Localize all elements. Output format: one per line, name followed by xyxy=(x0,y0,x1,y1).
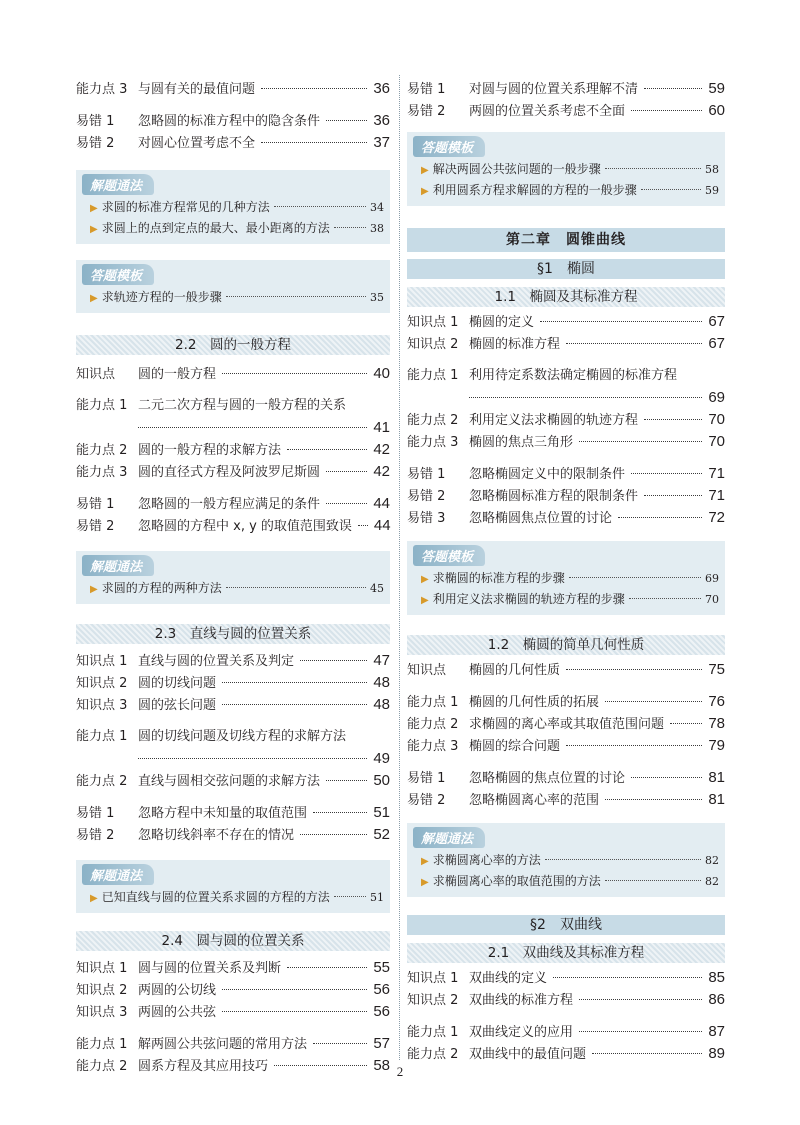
toc-page: 41 xyxy=(373,419,390,436)
toc-label: 能力点 1 xyxy=(407,1025,459,1040)
toc-row[interactable] xyxy=(76,824,390,846)
box-item[interactable] xyxy=(82,197,384,218)
section-header[interactable]: 2.3 直线与圆的位置关系 xyxy=(76,624,390,644)
box-item[interactable] xyxy=(82,218,384,239)
leader-dots xyxy=(138,427,367,428)
toc-page: 81 xyxy=(708,769,725,786)
toc-label: 能力点 3 xyxy=(76,465,128,480)
toc-title: 利用定义法求椭圆的轨迹方程 xyxy=(469,413,639,428)
toc-label: 知识点 2 xyxy=(76,676,128,691)
toc-page: 49 xyxy=(373,750,390,767)
leader-dots xyxy=(605,799,702,800)
toc-label: 知识点 3 xyxy=(76,1005,128,1020)
toc-page: 50 xyxy=(373,772,390,789)
leader-dots xyxy=(631,110,702,111)
box-item-text: 求圆的方程的两种方法 xyxy=(101,581,222,595)
toc-row[interactable] xyxy=(76,957,390,979)
toc-label: 易错 1 xyxy=(76,806,115,821)
toc-title: 椭圆的标准方程 xyxy=(469,337,561,352)
leader-dots xyxy=(261,142,367,143)
toc-row[interactable] xyxy=(76,395,390,439)
box-item-page: 82 xyxy=(705,854,719,867)
toc-label: 能力点 2 xyxy=(76,1059,128,1074)
box-title: 解题通法 xyxy=(82,864,154,885)
triangle-bullet-icon: ▶ xyxy=(90,893,98,904)
toc-row[interactable] xyxy=(76,132,390,154)
toc-page: 70 xyxy=(708,433,725,450)
toc-label: 知识点 2 xyxy=(407,993,459,1008)
leader-dots xyxy=(313,1043,367,1044)
method-box xyxy=(76,170,390,244)
leader-dots xyxy=(579,1031,702,1032)
leader-dots xyxy=(566,343,702,344)
box-item-page: 82 xyxy=(705,875,719,888)
toc-row[interactable] xyxy=(76,1001,390,1023)
toc-title: 椭圆的几何性质的拓展 xyxy=(469,695,600,710)
toc-title: 椭圆的焦点三角形 xyxy=(469,435,574,450)
toc-row[interactable] xyxy=(76,694,390,716)
box-item-text: 已知直线与圆的位置关系求圆的方程的方法 xyxy=(101,890,330,904)
toc-page: 56 xyxy=(373,981,390,998)
toc-title: 双曲线定义的应用 xyxy=(469,1025,574,1040)
toc-label: 知识点 xyxy=(76,367,116,382)
toc-label: 能力点 2 xyxy=(407,1047,459,1062)
leader-dots xyxy=(326,780,367,781)
box-item[interactable] xyxy=(413,568,719,589)
triangle-bullet-icon: ▶ xyxy=(90,293,98,304)
toc-row[interactable] xyxy=(76,363,390,385)
leader-dots xyxy=(358,525,368,526)
toc-row[interactable] xyxy=(76,802,390,824)
toc-row[interactable] xyxy=(407,1021,725,1043)
toc-label: 能力点 1 xyxy=(76,1037,128,1052)
subchapter-header[interactable]: §2 双曲线 xyxy=(407,915,725,935)
toc-title: 两圆的公切线 xyxy=(138,983,217,998)
toc-row[interactable] xyxy=(407,311,725,333)
leader-dots xyxy=(579,441,702,442)
toc-title: 圆的一般方程的求解方法 xyxy=(138,443,282,458)
box-title: 解题通法 xyxy=(82,555,154,576)
toc-page: 60 xyxy=(708,102,725,119)
box-item[interactable] xyxy=(413,180,719,201)
toc-page: 42 xyxy=(373,463,390,480)
toc-row[interactable] xyxy=(76,110,390,132)
toc-row[interactable] xyxy=(407,691,725,713)
toc-page: 42 xyxy=(373,441,390,458)
leader-dots xyxy=(287,967,367,968)
leader-dots xyxy=(222,989,367,990)
leader-dots xyxy=(326,503,367,504)
left-column xyxy=(76,78,390,1077)
toc-page: 69 xyxy=(708,389,725,406)
triangle-bullet-icon: ▶ xyxy=(421,186,429,197)
box-item-page: 70 xyxy=(705,593,719,606)
box-item-text: 求椭圆的标准方程的步骤 xyxy=(432,571,565,585)
leader-dots xyxy=(226,587,366,588)
toc-row[interactable] xyxy=(407,967,725,989)
method-box xyxy=(407,823,725,897)
triangle-bullet-icon: ▶ xyxy=(421,574,429,585)
leader-dots xyxy=(222,704,367,705)
leader-dots xyxy=(605,168,701,169)
toc-label: 易错 2 xyxy=(76,828,115,843)
toc-row[interactable] xyxy=(407,1043,725,1065)
toc-title: 双曲线中的最值问题 xyxy=(469,1047,587,1062)
leader-dots xyxy=(629,598,701,599)
toc-title: 椭圆的几何性质 xyxy=(469,663,561,678)
triangle-bullet-icon: ▶ xyxy=(421,856,429,867)
toc-label: 知识点 1 xyxy=(76,961,128,976)
toc-page: 47 xyxy=(373,652,390,669)
toc-label: 知识点 1 xyxy=(76,654,128,669)
toc-label: 易错 2 xyxy=(76,519,115,534)
method-box xyxy=(76,860,390,913)
box-item-page: 58 xyxy=(705,163,719,176)
column-divider xyxy=(399,75,400,1060)
leader-dots xyxy=(287,449,367,450)
box-item-page: 34 xyxy=(370,201,384,214)
box-item-text: 求轨迹方程的一般步骤 xyxy=(101,290,222,304)
toc-page: 67 xyxy=(708,335,725,352)
toc-title: 求椭圆的离心率或其取值范围问题 xyxy=(469,717,665,732)
toc-page: 89 xyxy=(708,1045,725,1062)
toc-page: 70 xyxy=(708,411,725,428)
leader-dots xyxy=(631,777,702,778)
toc-title: 圆系方程及其应用技巧 xyxy=(138,1059,269,1074)
leader-dots xyxy=(579,999,702,1000)
leader-dots xyxy=(605,880,701,881)
toc-title: 圆的弦长问题 xyxy=(138,698,217,713)
toc-title: 双曲线的标准方程 xyxy=(469,993,574,1008)
toc-row[interactable] xyxy=(407,659,725,681)
triangle-bullet-icon: ▶ xyxy=(90,584,98,595)
toc-page: 58 xyxy=(373,1057,390,1074)
toc-row[interactable] xyxy=(407,333,725,355)
box-item[interactable] xyxy=(413,871,719,892)
toc-label: 能力点 1 xyxy=(76,398,128,413)
toc-title: 圆的直径式方程及阿波罗尼斯圆 xyxy=(138,465,321,480)
box-item-page: 69 xyxy=(705,572,719,585)
leader-dots xyxy=(569,577,701,578)
section-header[interactable]: 1.2 椭圆的简单几何性质 xyxy=(407,635,725,655)
leader-dots xyxy=(300,660,367,661)
toc-label: 易错 1 xyxy=(76,497,115,512)
toc-label: 知识点 xyxy=(407,663,447,678)
toc-page: 55 xyxy=(373,959,390,976)
toc-row[interactable] xyxy=(76,493,390,515)
toc-title: 直线与圆的位置关系及判定 xyxy=(138,654,295,669)
triangle-bullet-icon: ▶ xyxy=(90,224,98,235)
box-item[interactable] xyxy=(413,850,719,871)
toc-title: 圆的切线问题 xyxy=(138,676,217,691)
toc-label: 能力点 1 xyxy=(407,368,459,383)
toc-title: 圆的切线问题及切线方程的求解方法 xyxy=(138,729,347,744)
toc-title: 两圆的公共弦 xyxy=(138,1005,217,1020)
triangle-bullet-icon: ▶ xyxy=(421,595,429,606)
box-item-page: 59 xyxy=(705,184,719,197)
toc-page: 75 xyxy=(708,661,725,678)
toc-page: 56 xyxy=(373,1003,390,1020)
box-item[interactable] xyxy=(82,887,384,908)
toc-title: 忽略圆的标准方程中的隐含条件 xyxy=(138,114,321,129)
leader-dots xyxy=(334,227,366,228)
leader-dots xyxy=(545,859,701,860)
toc-row[interactable] xyxy=(407,789,725,811)
toc-label: 能力点 3 xyxy=(76,82,128,97)
leader-dots xyxy=(334,896,366,897)
triangle-bullet-icon: ▶ xyxy=(421,165,429,176)
leader-dots xyxy=(300,834,367,835)
section-header[interactable]: 1.1 椭圆及其标准方程 xyxy=(407,287,725,307)
leader-dots xyxy=(540,321,702,322)
leader-dots xyxy=(261,88,367,89)
toc-row[interactable] xyxy=(76,78,390,100)
toc-page: 76 xyxy=(708,693,725,710)
toc-row[interactable] xyxy=(76,650,390,672)
toc-title: 对圆与圆的位置关系理解不清 xyxy=(469,82,639,97)
toc-row[interactable] xyxy=(76,439,390,461)
leader-dots xyxy=(226,296,366,297)
toc-row[interactable] xyxy=(76,515,390,537)
toc-page: 37 xyxy=(373,134,390,151)
toc-label: 易错 1 xyxy=(407,82,446,97)
toc-label: 能力点 2 xyxy=(76,443,128,458)
toc-row[interactable] xyxy=(407,463,725,485)
toc-row[interactable] xyxy=(76,726,390,770)
toc-page: 44 xyxy=(373,495,390,512)
box-item[interactable] xyxy=(413,159,719,180)
box-item-text: 求圆的标准方程常见的几种方法 xyxy=(101,200,270,214)
leader-dots xyxy=(566,669,702,670)
toc-label: 易错 1 xyxy=(407,467,446,482)
box-item-text: 解决两圆公共弦问题的一般步骤 xyxy=(432,162,601,176)
toc-label: 能力点 2 xyxy=(407,413,459,428)
toc-page: 44 xyxy=(373,517,391,534)
toc-page: 36 xyxy=(373,80,390,97)
toc-title: 忽略切线斜率不存在的情况 xyxy=(138,828,295,843)
leader-dots xyxy=(644,88,702,89)
method-box xyxy=(76,551,390,604)
toc-row[interactable] xyxy=(407,507,725,529)
toc-label: 易错 2 xyxy=(407,104,446,119)
toc-page: 52 xyxy=(373,826,390,843)
leader-dots xyxy=(313,812,367,813)
box-title: 答题模板 xyxy=(82,264,154,285)
chapter-header[interactable]: 第二章 圆锥曲线 xyxy=(407,228,725,252)
toc-row[interactable] xyxy=(407,767,725,789)
toc-row[interactable] xyxy=(76,770,390,792)
box-item-text: 求圆上的点到定点的最大、最小距离的方法 xyxy=(101,221,330,235)
toc-page: 78 xyxy=(708,715,725,732)
toc-page: 40 xyxy=(373,365,390,382)
section-header[interactable]: 2.4 圆与圆的位置关系 xyxy=(76,931,390,951)
toc-label: 能力点 1 xyxy=(76,729,128,744)
box-title: 答题模板 xyxy=(413,545,485,566)
toc-title: 椭圆的定义 xyxy=(469,315,535,330)
leader-dots xyxy=(138,758,367,759)
toc-label: 知识点 2 xyxy=(76,983,128,998)
toc-label: 易错 1 xyxy=(407,771,446,786)
toc-row[interactable] xyxy=(407,989,725,1011)
toc-page: 71 xyxy=(708,487,725,504)
toc-title: 忽略椭圆标准方程的限制条件 xyxy=(469,489,639,504)
toc-title: 忽略椭圆定义中的限制条件 xyxy=(469,467,626,482)
leader-dots xyxy=(605,701,702,702)
leader-dots xyxy=(222,1011,367,1012)
toc-title: 忽略椭圆焦点位置的讨论 xyxy=(469,511,613,526)
subchapter-header[interactable]: §1 椭圆 xyxy=(407,259,725,279)
toc-row[interactable] xyxy=(76,672,390,694)
template-box xyxy=(407,541,725,615)
toc-row[interactable] xyxy=(76,979,390,1001)
toc-page: 81 xyxy=(708,791,725,808)
box-item-text: 利用圆系方程求解圆的方程的一般步骤 xyxy=(432,183,637,197)
leader-dots xyxy=(326,120,367,121)
toc-page: 51 xyxy=(373,804,390,821)
toc-label: 能力点 1 xyxy=(407,695,459,710)
toc-title: 二元二次方程与圆的一般方程的关系 xyxy=(138,398,347,413)
toc-title: 利用待定系数法确定椭圆的标准方程 xyxy=(469,368,678,383)
toc-label: 能力点 3 xyxy=(407,739,459,754)
toc-label: 能力点 3 xyxy=(407,435,459,450)
box-item-page: 35 xyxy=(370,291,384,304)
toc-title: 直线与圆相交弦问题的求解方法 xyxy=(138,774,321,789)
leader-dots xyxy=(644,495,702,496)
box-item-text: 利用定义法求椭圆的轨迹方程的步骤 xyxy=(432,592,625,606)
box-title: 解题通法 xyxy=(413,827,485,848)
toc-title: 圆的一般方程 xyxy=(138,367,217,382)
toc-page: 71 xyxy=(708,465,725,482)
toc-title: 椭圆的综合问题 xyxy=(469,739,561,754)
toc-row[interactable] xyxy=(76,1033,390,1055)
toc-label: 能力点 2 xyxy=(407,717,459,732)
toc-title: 忽略椭圆的焦点位置的讨论 xyxy=(469,771,626,786)
leader-dots xyxy=(274,206,366,207)
toc-row[interactable] xyxy=(407,735,725,757)
box-item-text: 求椭圆离心率的取值范围的方法 xyxy=(432,874,601,888)
box-item[interactable] xyxy=(82,578,384,599)
toc-label: 知识点 1 xyxy=(407,315,459,330)
toc-row[interactable] xyxy=(407,409,725,431)
toc-label: 易错 1 xyxy=(76,114,115,129)
toc-row[interactable] xyxy=(407,365,725,409)
toc-page: 85 xyxy=(708,969,725,986)
triangle-bullet-icon: ▶ xyxy=(90,203,98,214)
leader-dots xyxy=(222,373,367,374)
leader-dots xyxy=(641,189,701,190)
toc-page: 67 xyxy=(708,313,725,330)
leader-dots xyxy=(222,682,367,683)
box-item[interactable] xyxy=(413,589,719,610)
toc-label: 知识点 3 xyxy=(76,698,128,713)
leader-dots xyxy=(553,977,702,978)
leader-dots xyxy=(592,1053,702,1054)
triangle-bullet-icon: ▶ xyxy=(421,877,429,888)
toc-page: 36 xyxy=(373,112,390,129)
box-title: 解题通法 xyxy=(82,174,154,195)
toc-title: 两圆的位置关系考虑不全面 xyxy=(469,104,626,119)
leader-dots xyxy=(618,517,702,518)
right-column xyxy=(407,78,725,1065)
box-item[interactable] xyxy=(82,287,384,308)
toc-page: 79 xyxy=(708,737,725,754)
toc-page: 86 xyxy=(708,991,725,1008)
toc-label: 易错 2 xyxy=(76,136,115,151)
box-item-page: 38 xyxy=(370,222,384,235)
toc-title: 忽略方程中未知量的取值范围 xyxy=(138,806,308,821)
leader-dots xyxy=(670,723,702,724)
toc-page: 87 xyxy=(708,1023,725,1040)
toc-row[interactable] xyxy=(407,485,725,507)
toc-label: 易错 3 xyxy=(407,511,446,526)
toc-label: 易错 2 xyxy=(407,489,446,504)
toc-page: 59 xyxy=(708,80,725,97)
leader-dots xyxy=(469,397,702,398)
leader-dots xyxy=(631,473,702,474)
toc-title: 与圆有关的最值问题 xyxy=(138,82,256,97)
template-box xyxy=(76,260,390,313)
toc-page: 48 xyxy=(373,674,390,691)
section-header[interactable]: 2.1 双曲线及其标准方程 xyxy=(407,943,725,963)
toc-row[interactable] xyxy=(407,100,725,122)
leader-dots xyxy=(644,419,702,420)
box-item-text: 求椭圆离心率的方法 xyxy=(432,853,541,867)
toc-title: 双曲线的定义 xyxy=(469,971,548,986)
box-item-page: 45 xyxy=(370,582,384,595)
toc-row[interactable] xyxy=(407,78,725,100)
toc-row[interactable] xyxy=(407,431,725,453)
toc-title: 忽略圆的一般方程应满足的条件 xyxy=(138,497,321,512)
toc-label: 能力点 2 xyxy=(76,774,128,789)
toc-label: 易错 2 xyxy=(407,793,446,808)
toc-label: 知识点 1 xyxy=(407,971,459,986)
section-header[interactable]: 2.2 圆的一般方程 xyxy=(76,335,390,355)
toc-page: 57 xyxy=(373,1035,390,1052)
box-title: 答题模板 xyxy=(413,136,485,157)
template-box xyxy=(407,132,725,206)
toc-title: 解两圆公共弦问题的常用方法 xyxy=(138,1037,308,1052)
toc-row[interactable] xyxy=(407,713,725,735)
leader-dots xyxy=(566,745,702,746)
toc-page: 72 xyxy=(708,509,725,526)
toc-title: 忽略椭圆离心率的范围 xyxy=(469,793,600,808)
toc-row[interactable] xyxy=(76,461,390,483)
page-number: 2 xyxy=(396,1064,404,1079)
toc-title: 圆与圆的位置关系及判断 xyxy=(138,961,282,976)
toc-title: 对圆心位置考虑不全 xyxy=(138,136,256,151)
leader-dots xyxy=(326,471,367,472)
box-item-page: 51 xyxy=(370,891,384,904)
toc-title: 忽略圆的方程中 x, y 的取值范围致误 xyxy=(138,519,352,534)
toc-page: 48 xyxy=(373,696,390,713)
toc-label: 知识点 2 xyxy=(407,337,459,352)
